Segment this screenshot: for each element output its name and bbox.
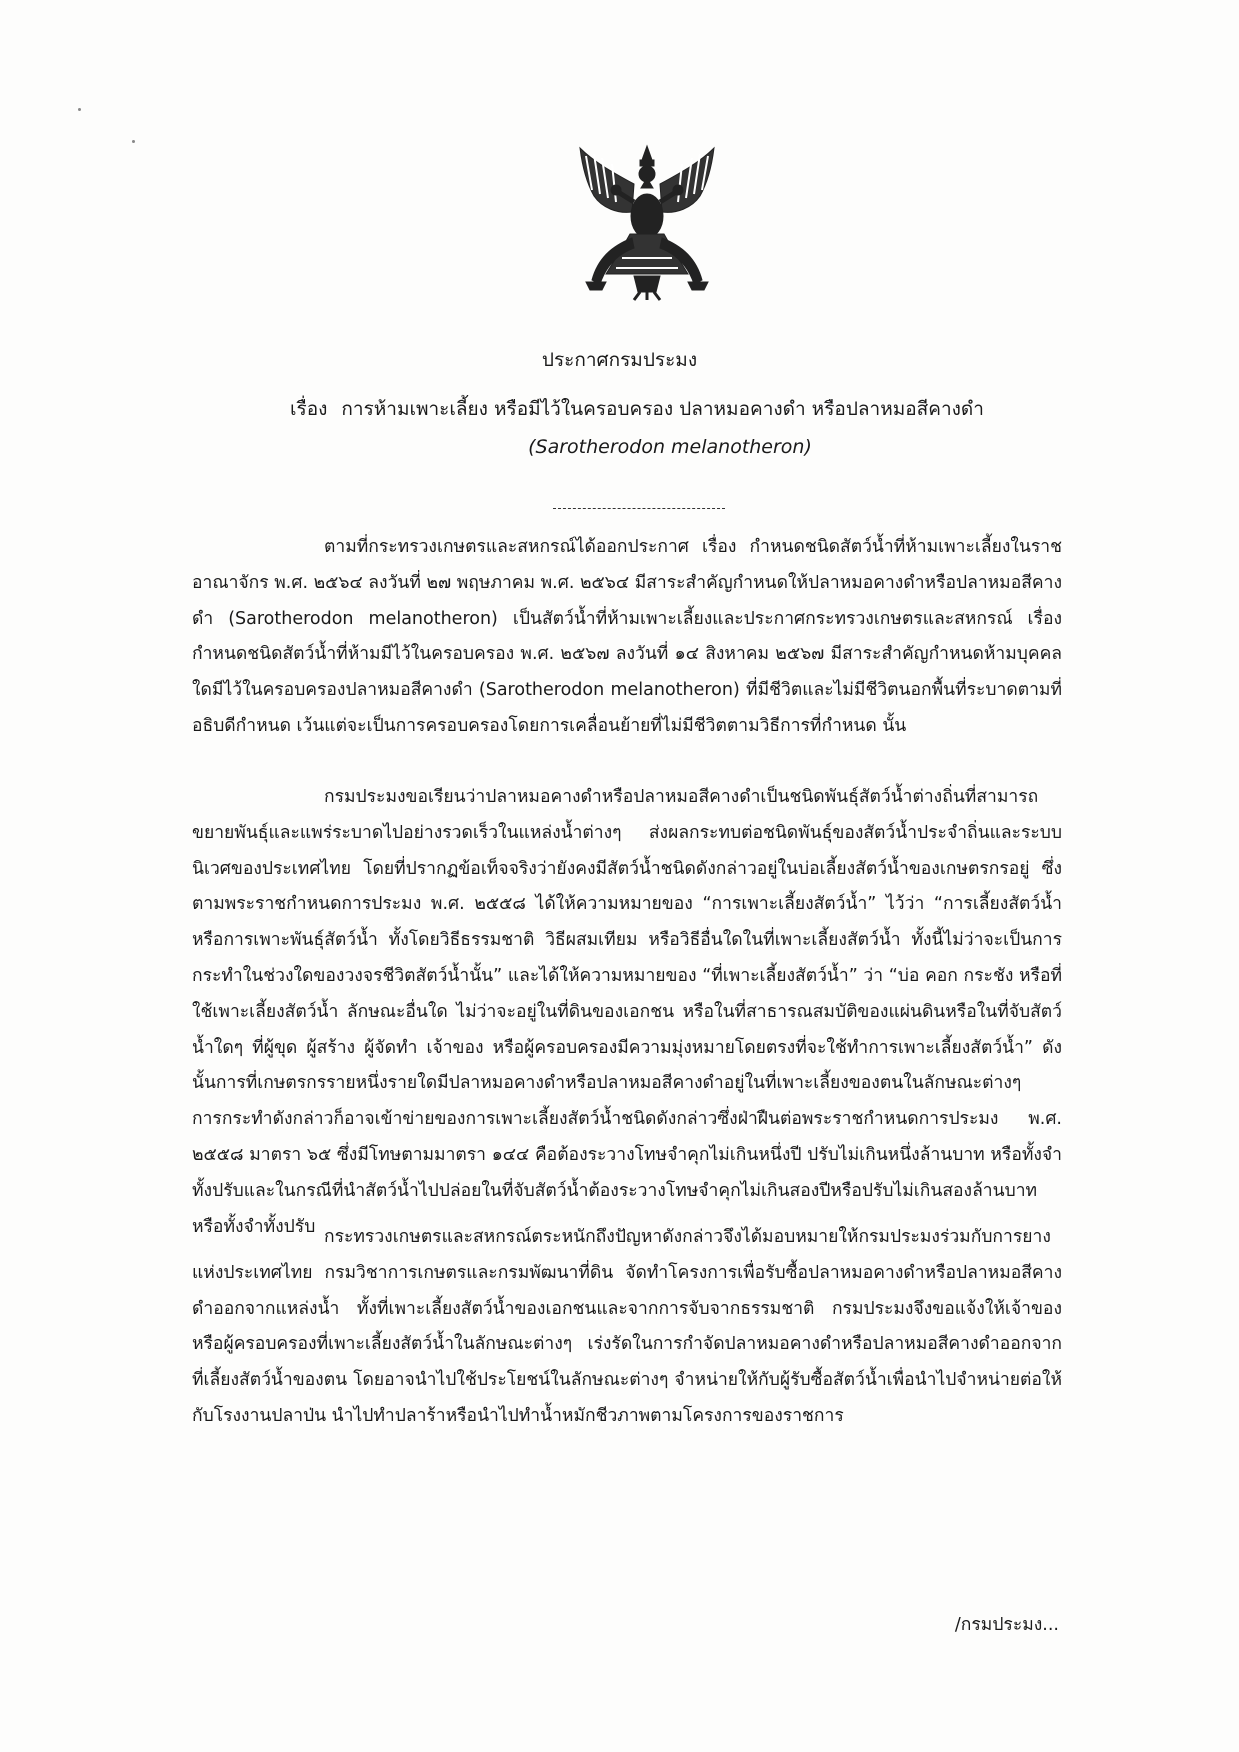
paragraph-3: กระทรวงเกษตรและสหกรณ์ตระหนักถึงปัญหาดังกล่าวจึงได้มอบหมายให้กรมประมงร่วมกับการยางแห่งประเทศไทย กรมวิชาการเกษตรและกรมพัฒนาที่ดิน จัดทำโครงการเพื่อรับซื้อปลาหมอคางดำหรือปลาหมอสีคางดำออกจากแหล่งน้ำ ทั้งที่เพาะเลี้ยงสัตว์น้ำของเอกชนและจากการจับจากธรรมชาติ กรมประมงจึงขอแจ้งให้เจ้าของหรือผู้ครอบครองที่เพาะเลี้ยงสัตว์น้ำในลักษณะต่างๆ เร่งรัดในการกำจัดปลาหมอคางดำหรือปลาหมอสีคางดำออกจากที่เลี้ยงสัตว์น้ำของตน โดยอาจนำไปใช้ประโยชน์ในลักษณะต่างๆ จำหน่ายให้กับผู้รับซื้อสัตว์น้ำเพื่อนำไปจำหน่ายต่อให้กับโรงงานปลาป่น นำไปทำปลาร้าหรือนำไปทำน้ำหมักชีวภาพตามโครงการของราชการ [192,1227,1062,1426]
paragraph-1: ตามที่กระทรวงเกษตรและสหกรณ์ได้ออกประกาศ เรื่อง กำหนดชนิดสัตว์น้ำที่ห้ามเพาะเลี้ยงในราชอาณาจักร พ.ศ. ๒๕๖๔ ลงวันที่ ๒๗ พฤษภาคม พ.ศ. ๒๕๖๔ มีสาระสำคัญกำหนดให้ปลาหมอคางดำหรือปลาหมอสีคางดำ (Sarotherodon melanotheron) เป็นสัตว์น้ำที่ห้ามเพาะเลี้ยงและประกาศกระทรวงเกษตรและสหกรณ์ เรื่อง กำหนดชนิดสัตว์น้ำที่ห้ามมีไว้ในครอบครอง พ.ศ. ๒๕๖๗ ลงวันที่ ๑๔ สิงหาคม ๒๕๖๗ มีสาระสำคัญกำหนดห้ามบุคคลใดมีไว้ในครอบครองปลาหมอสีคางดำ (Sarotherodon melanotheron) ที่มีชีวิตและไม่มีชีวิตนอกพื้นที่ระบาดตามที่อธิบดีกำหนด เว้นแต่จะเป็นการครอบครองโดยการเคลื่อนย้ายที่ไม่มีชีวิตตามวิธีการที่กำหนด นั้น [192,537,1062,736]
subject-label: เรื่อง [290,398,328,420]
continuation-marker: /กรมประมง... [954,1615,1059,1635]
document-title: ประกาศกรมประมง [541,349,698,371]
garuda-emblem-icon [572,142,722,302]
subject-text: การห้ามเพาะเลี้ยง หรือมีไว้ในครอบครอง ปลาหมอคางดำ หรือปลาหมอสีคางดำ [341,398,984,420]
document-subject [290,390,1070,466]
title-divider [553,508,725,509]
scan-speck [78,108,81,111]
subject-scientific-name: (Sarotherodon melanotheron) [528,436,812,458]
scan-speck [132,140,135,143]
paragraph-2: กรมประมงขอเรียนว่าปลาหมอคางดำหรือปลาหมอสีคางดำเป็นชนิดพันธุ์สัตว์น้ำต่างถิ่นที่สามารถขยายพันธุ์และแพร่ระบาดไปอย่างรวดเร็วในแหล่งน้ำต่างๆ ส่งผลกระทบต่อชนิดพันธุ์ของสัตว์น้ำประจำถิ่นและระบบนิเวศของประเทศไทย โดยที่ปรากฏข้อเท็จจริงว่ายังคงมีสัตว์น้ำชนิดดังกล่าวอยู่ในบ่อเลี้ยงสัตว์น้ำของเกษตรกรอยู่ ซึ่งตามพระราชกำหนดการประมง พ.ศ. ๒๕๕๘ ได้ให้ความหมายของ “การเพาะเลี้ยงสัตว์น้ำ” ไว้ว่า “การเลี้ยงสัตว์น้ำหรือการเพาะพันธุ์สัตว์น้ำ ทั้งโดยวิธีธรรมชาติ วิธีผสมเทียม หรือวิธีอื่นใดในที่เพาะเลี้ยงสัตว์น้ำ ทั้งนี้ไม่ว่าจะเป็นการกระทำในช่วงใดของวงจรชีวิตสัตว์น้ำนั้น” และได้ให้ความหมายของ “ที่เพาะเลี้ยงสัตว์น้ำ” ว่า “บ่อ คอก กระชัง หรือที่ใช้เพาะเลี้ยงสัตว์น้ำ ลักษณะอื่นใด ไม่ว่าจะอยู่ในที่ดินของเอกชน หรือในที่สาธารณสมบัติของแผ่นดินหรือในที่จับสัตว์น้ำใดๆ ที่ผู้ขุด ผู้สร้าง ผู้จัดทำ เจ้าของ หรือผู้ครอบครองมีความมุ่งหมายโดยตรงที่จะใช้ทำการเพาะเลี้ยงสัตว์น้ำ” ดังนั้นการที่เกษตรกรรายหนึ่งรายใดมีปลาหมอคางดำหรือปลาหมอสีคางดำอยู่ในที่เพาะเลี้ยงของตนในลักษณะต่างๆ การกระทำดังกล่าวก็อาจเข้าข่ายของการเพาะเลี้ยงสัตว์น้ำชนิดดังกล่าวซึ่งฝ่าฝืนต่อพระราชกำหนดการประมง พ.ศ. ๒๕๕๘ มาตรา ๖๕ ซึ่งมีโทษตามมาตรา ๑๔๔ คือต้องระวางโทษจำคุกไม่เกินหนึ่งปี ปรับไม่เกินหนึ่งล้านบาท หรือทั้งจำทั้งปรับและในกรณีที่นำสัตว์น้ำไปปล่อยในที่จับสัตว์น้ำต้องระวางโทษจำคุกไม่เกินสองปีหรือปรับไม่เกินสองล้านบาท หรือทั้งจำทั้งปรับ [192,787,1062,1237]
